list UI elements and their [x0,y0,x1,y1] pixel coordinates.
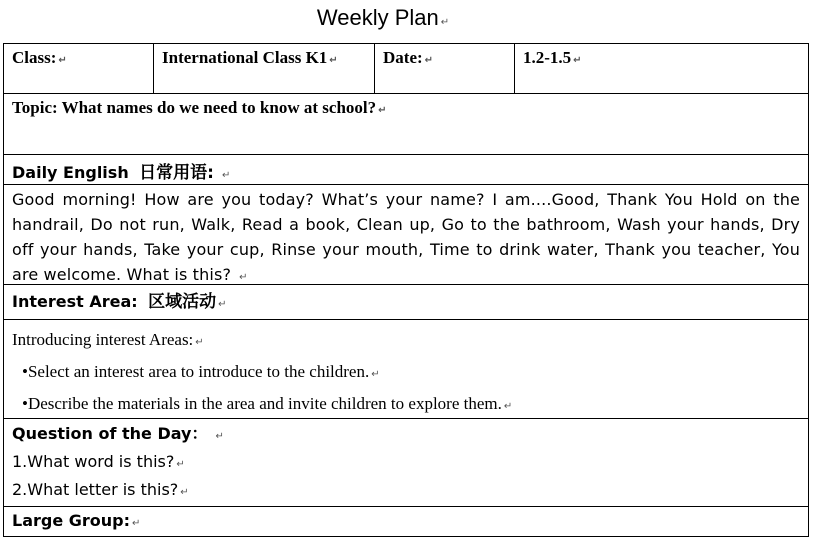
class-label: Class: [12,48,57,67]
paragraph-mark-icon: ↵ [218,299,227,310]
interest-area-bullet [22,362,380,382]
paragraph-mark-icon: ↵ [503,401,513,412]
paragraph-mark-icon: ↵ [58,55,67,66]
interest-area-label: Interest Area: [12,292,138,311]
question-of-day-row [4,419,808,507]
interest-area-bullet-text: •Describe the materials in the area and invite children to explore them. [22,394,502,413]
paragraph-mark-icon: ↵ [329,55,338,66]
interest-area-bullet-text: •Select an interest area to introduce to the children. [22,362,370,381]
large-group-label: Large Group: [12,511,131,530]
interest-area-row [4,285,808,320]
question-of-day-heading [4,421,808,449]
paragraph-mark-icon: ↵ [221,170,231,181]
question-of-day-label: Question of the Day： [12,424,208,443]
date-value-cell [515,44,808,93]
paragraph-mark-icon: ↵ [424,55,434,66]
paragraph-mark-icon: ↵ [239,272,248,283]
paragraph-mark-icon: ↵ [371,369,380,380]
daily-english-label: Daily English [12,163,129,182]
weekly-plan-table [3,43,809,537]
paragraph-mark-icon: ↵ [440,17,450,28]
title-text: Weekly Plan [316,5,439,30]
daily-english-text-cell [4,185,808,290]
topic-text: Topic: What names do we need to know at school? [12,98,377,117]
daily-english-row [4,155,808,185]
question-item-text: 2.What letter is this? [12,480,179,499]
daily-english-text: Good morning! How are you today? What’s your name? I am....Good, Thank You Hold on the handrail, Do not run, Walk, Read a book, Clean up, Go to the bathroom, Wash your hands, Dry off your hands, Take your cup, Rinse your mouth, Time to drink water, Thank you teacher, You are welcome. What is this? [12,190,800,284]
interest-area-intro [12,330,204,350]
paragraph-mark-icon: ↵ [195,337,204,348]
paragraph-mark-icon: ↵ [573,55,582,66]
daily-english-label-cn: 日常用语: [139,163,214,183]
paragraph-mark-icon: ↵ [378,105,387,116]
question-item [4,477,808,505]
class-value: International Class K1 [162,48,328,67]
interest-area-label-cn: 区域活动 [148,292,217,312]
daily-english-text-row [4,185,808,285]
interest-area-content-row [4,320,808,419]
question-item [4,449,808,477]
interest-area-bullet [22,394,512,414]
paragraph-mark-icon: ↵ [176,459,185,470]
class-value-cell [154,44,375,93]
date-label-cell [375,44,515,93]
date-value: 1.2-1.5 [523,48,572,67]
question-item-text: 1.What word is this? [12,452,175,471]
header-row [4,44,808,94]
paragraph-mark-icon: ↵ [180,487,189,498]
paragraph-mark-icon: ↵ [215,431,224,442]
paragraph-mark-icon: ↵ [132,518,141,529]
interest-area-intro-text: Introducing interest Areas: [12,330,194,349]
large-group-row [4,507,808,537]
topic-row [4,94,808,155]
class-label-cell [4,44,154,93]
document-title [0,5,766,31]
date-label: Date: [383,48,423,67]
